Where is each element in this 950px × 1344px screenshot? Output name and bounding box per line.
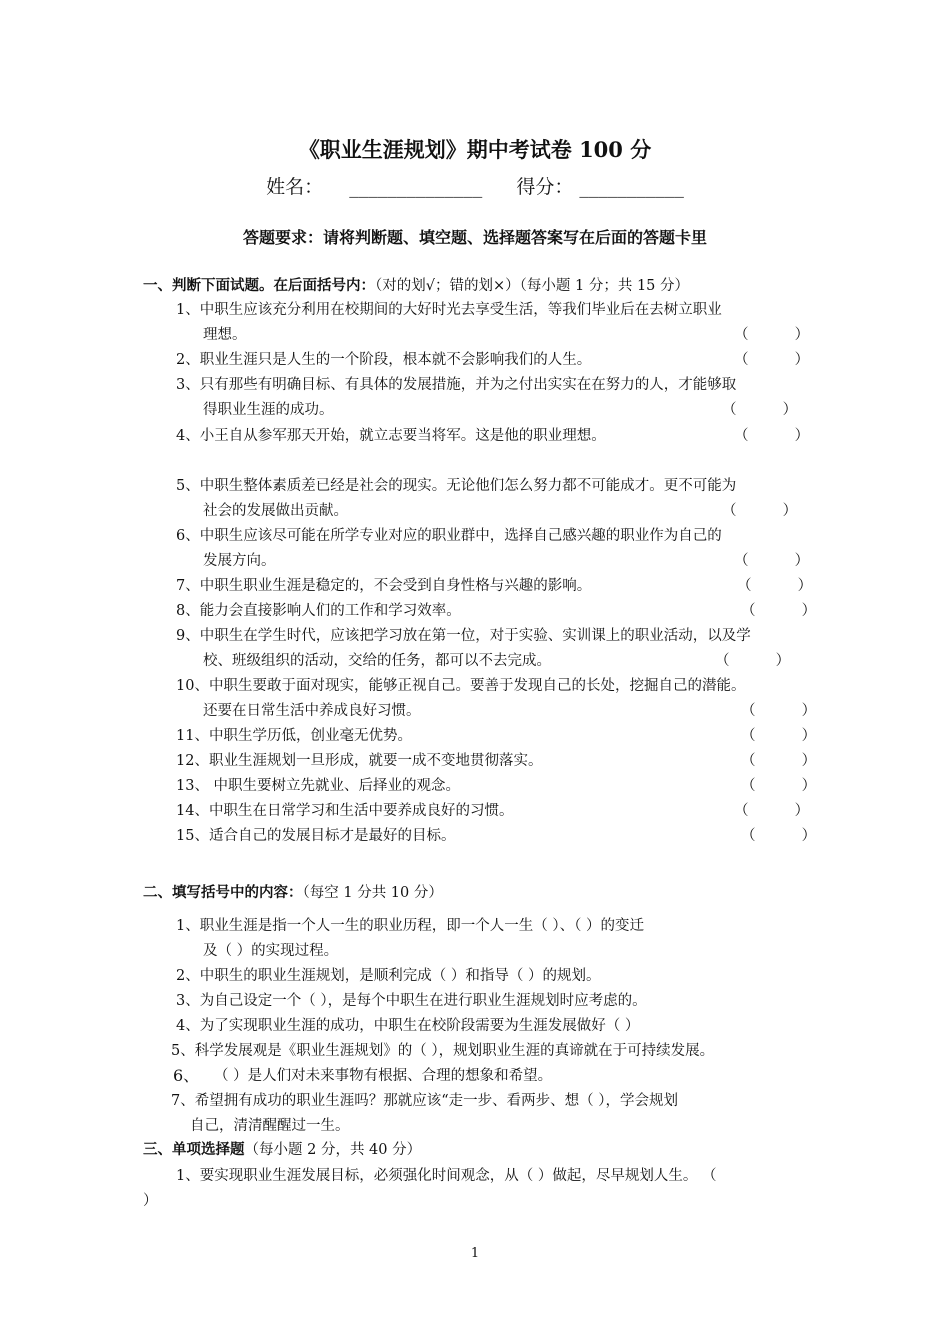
answer-paren: （ ） [722, 402, 798, 418]
s1-line: 12、职业生涯规划一旦形成，就要一成不变地贯彻落实。 [176, 753, 543, 769]
score-blank: ___________ [579, 176, 684, 198]
s1-line: 得职业生涯的成功。 [203, 402, 334, 418]
s1-line: 5、中职生整体素质差已经是社会的现实。无论他们怎么努力都不可能成才。更不可能为 [176, 478, 737, 494]
s1-line: 2、职业生涯只是人生的一个阶段，根本就不会影响我们的人生。 [176, 352, 592, 368]
answer-paren: （ ） [737, 578, 813, 594]
s1-line: 3、只有那些有明确目标、有具体的发展措施，并为之付出实实在在努力的人，才能够取 [176, 377, 737, 393]
answer-paren: （ ） [734, 803, 810, 819]
answer-paren: （ ） [715, 653, 791, 669]
s1-line: 4、小王自从参军那天开始，就立志要当将军。这是他的职业理想。 [176, 428, 606, 444]
s1-line: 8、能力会直接影响人们的工作和学习效率。 [176, 603, 461, 619]
answer-paren: （ ） [741, 828, 817, 844]
section1-heading: 一、判断下面试题。在后面括号内： [143, 277, 375, 294]
s1-line: 理想。 [203, 327, 247, 343]
s2-line: 7、希望拥有成功的职业生涯吗？那就应该“走一步、看两步、想（ ），学会规划 [171, 1093, 678, 1109]
answer-requirement: 答题要求：请将判断题、填空题、选择题答案写在后面的答题卡里 [242, 228, 707, 247]
answer-paren: （ ） [722, 503, 798, 519]
s1-line: 7、中职生职业生涯是稳定的，不会受到自身性格与兴趣的影响。 [176, 578, 592, 594]
answer-paren: （ ） [734, 327, 810, 343]
name-label: 姓名： [266, 176, 324, 198]
s2-line: 5、科学发展观是《职业生涯规划》的（ ），规划职业生涯的真谛就在于可持续发展。 [171, 1043, 715, 1059]
s2-line: 1、职业生涯是指一个人一生的职业历程，即一个人一生（ ）、（ ）的变迁 [176, 918, 644, 934]
page-number: 1 [470, 1246, 480, 1261]
section1-note: （对的划√；错的划×）（每小题 1 分；共 15 分） [375, 278, 689, 294]
s1-line: 发展方向。 [203, 553, 276, 569]
score-label: 得分： [516, 176, 574, 198]
s2-line: （ ）是人们对未来事物有根据、合理的想象和希望。 [214, 1068, 553, 1084]
s2-line: 3、为自己设定一个（ ），是每个中职生在进行职业生涯规划时应考虑的。 [176, 993, 647, 1009]
s1-line: 15、适合自己的发展目标才是最好的目标。 [176, 828, 456, 844]
s2-line: 自己，清清醒醒过一生。 [190, 1118, 350, 1134]
answer-paren: （ ） [734, 352, 810, 368]
s1-line: 社会的发展做出贡献。 [203, 503, 348, 519]
s1-line: 1、中职生应该充分利用在校期间的大好时光去享受生活，等我们毕业后在去树立职业 [176, 302, 722, 318]
s3-line: 1、要实现职业生涯发展目标，必须强化时间观念，从（ ）做起，尽早规划人生。 （ [176, 1168, 717, 1184]
answer-paren: （ ） [741, 778, 817, 794]
s1-line: 14、中职生在日常学习和生活中要养成良好的习惯。 [176, 803, 514, 819]
answer-paren: （ ） [741, 728, 817, 744]
section3-header [143, 1140, 421, 1160]
s1-line: 10、中职生要敢于面对现实，能够正视自己。要善于发现自己的长处，挖掘自己的潜能。 [176, 678, 746, 694]
answer-paren: （ ） [741, 603, 817, 619]
name-blank: ______________ [349, 176, 483, 198]
s2-line: 2、中职生的职业生涯规划，是顺利完成（ ）和指导（ ）的规划。 [176, 968, 601, 984]
section2-heading: 二、填写括号中的内容： [143, 884, 303, 901]
s3-line: ） [143, 1193, 158, 1209]
s2-line-number: 6、 [173, 1066, 200, 1085]
s1-line: 还要在日常生活中养成良好习惯。 [203, 703, 421, 719]
s1-line: 6、中职生应该尽可能在所学专业对应的职业群中，选择自己感兴趣的职业作为自己的 [176, 528, 722, 544]
section3-note: （每小题 2 分，共 40 分） [244, 1142, 422, 1158]
section1-header [143, 276, 689, 296]
section2-note: （每空 1 分共 10 分） [302, 885, 443, 901]
answer-paren: （ ） [734, 553, 810, 569]
s2-line: 4、为了实现职业生涯的成功，中职生在校阶段需要为生涯发展做好（ ） [176, 1018, 640, 1034]
name-score-row [0, 172, 950, 199]
s1-line: 11、中职生学历低，创业毫无优势。 [176, 728, 412, 744]
exam-title: 《职业生涯规划》期中考试卷 100 分 [298, 137, 652, 162]
answer-paren: （ ） [741, 753, 817, 769]
s1-line: 校、班级组织的活动，交给的任务，都可以不去完成。 [203, 653, 551, 669]
answer-paren: （ ） [741, 703, 817, 719]
s1-line: 9、中职生在学生时代，应该把学习放在第一位，对于实验、实训课上的职业活动，以及学 [176, 628, 751, 644]
s1-line: 13、 中职生要树立先就业、后择业的观念。 [176, 778, 461, 794]
section2-header [143, 883, 443, 903]
section3-heading: 三、单项选择题 [143, 1141, 245, 1158]
answer-paren: （ ） [734, 428, 810, 444]
s2-line: 及（ ）的实现过程。 [203, 943, 339, 959]
